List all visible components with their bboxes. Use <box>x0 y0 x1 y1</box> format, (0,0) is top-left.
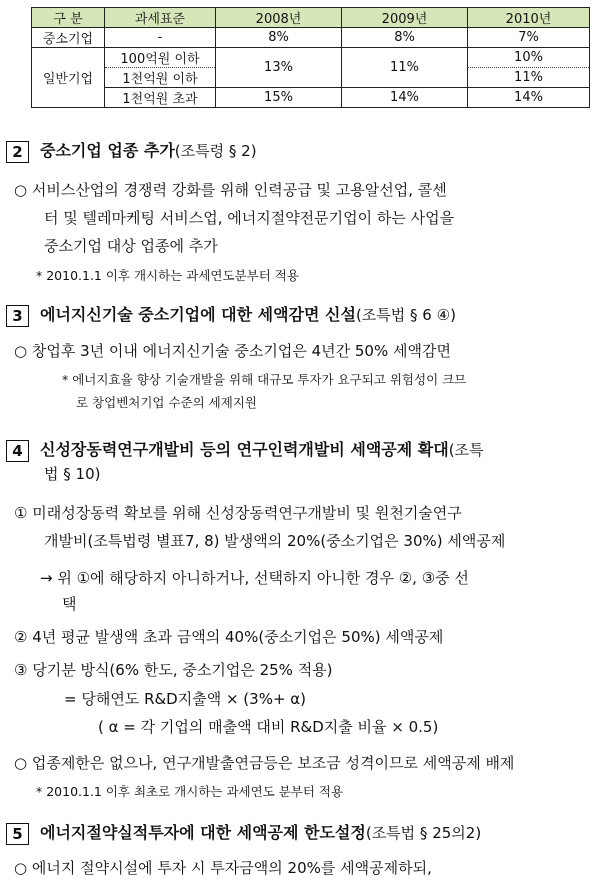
note-text: 로 창업벤처기업 수준의 세제지원 <box>76 395 257 410</box>
section-number: 4 <box>6 440 29 462</box>
section-ref: (조특령 § 2) <box>174 142 257 160</box>
section-number: 3 <box>6 305 29 327</box>
tax-rate-table <box>31 7 590 108</box>
section-title: 신성장동력연구개발비 등의 연구인력개발비 세액공제 확대 <box>40 440 449 459</box>
table-cell: 1천억원 이하 <box>105 68 216 88</box>
table-cell: 14% <box>468 88 590 108</box>
table-cell: 일반기업 <box>32 48 105 108</box>
bullet-text: ○ 서비스산업의 경쟁력 강화를 위해 인력공급 및 고용알선업, 콜센 <box>14 181 447 199</box>
bullet-text: ○ 업종제한은 없으나, 연구개발출연금등은 보조금 성격이므로 세액공제 배제 <box>14 754 515 772</box>
arrow-text: → 위 ①에 해당하지 아니하거나, 선택하지 아니한 경우 ②, ③중 선 <box>40 569 469 587</box>
table-cell: 8% <box>216 28 342 48</box>
bullet-text: 중소기업 대상 업종에 추가 <box>44 237 218 255</box>
section-heading <box>6 437 484 462</box>
formula-text: ( α = 각 기업의 매출액 대비 R&D지출 비율 × 0.5) <box>98 718 439 736</box>
section-heading <box>6 302 456 327</box>
table-row <box>32 28 590 48</box>
section-ref: (조특법 § 6 ④) <box>355 306 456 324</box>
table-cell: 8% <box>342 28 468 48</box>
bullet-text: ○ 에너지 절약시설에 투자 시 투자금액의 20%를 세액공제하되, <box>14 859 432 877</box>
table-cell: 1천억원 초과 <box>105 88 216 108</box>
item-text: ① 미래성장동력 확보를 위해 신성장동력연구개발비 및 원천기술연구 <box>14 504 462 522</box>
table-header-row <box>32 8 590 28</box>
section-heading <box>6 138 257 163</box>
table-row <box>32 88 590 108</box>
item-text: ③ 당기분 방식(6% 한도, 중소기업은 25% 적용) <box>14 661 333 679</box>
table-cell: 중소기업 <box>32 28 105 48</box>
section-title: 에너지절약실적투자에 대한 세액공제 한도설정 <box>40 823 366 842</box>
table-cell: 7% <box>468 28 590 48</box>
col-header: 2010년 <box>468 8 590 28</box>
section-title: 중소기업 업종 추가 <box>40 141 175 160</box>
section-number: 5 <box>6 823 29 845</box>
table-cell: 10% <box>468 48 590 68</box>
section-ref: (조특 <box>448 441 484 459</box>
table-cell: 14% <box>342 88 468 108</box>
bullet-text: 터 및 텔레마케팅 서비스업, 에너지절약전문기업이 하는 사업을 <box>44 209 455 227</box>
bullet-text: ○ 창업후 3년 이내 에너지신기술 중소기업은 4년간 50% 세액감면 <box>14 342 451 360</box>
section-ref: (조특법 § 25의2) <box>365 824 482 842</box>
formula-text: = 당해연도 R&D지출액 × (3%+ α) <box>64 690 307 708</box>
section-heading <box>6 820 481 845</box>
item-text: 개발비(조특법령 별표7, 8) 발생액의 20%(중소기업은 30%) 세액공제 <box>44 532 506 550</box>
note-text: * 2010.1.1 이후 개시하는 과세연도분부터 적용 <box>36 268 299 283</box>
arrow-text: 택 <box>62 595 77 613</box>
item-text: ② 4년 평균 발생액 초과 금액의 40%(중소기업은 50%) 세액공제 <box>14 628 444 646</box>
table-cell: 100억원 이하 <box>105 48 216 68</box>
table-cell: 15% <box>216 88 342 108</box>
table-cell: 11% <box>468 68 590 88</box>
note-text: * 에너지효율 향상 기술개발을 위해 대규모 투자가 요구되고 위험성이 크므 <box>62 372 467 387</box>
table-cell: 13% <box>216 48 342 88</box>
col-header: 구 분 <box>32 8 105 28</box>
col-header: 2009년 <box>342 8 468 28</box>
section-title: 에너지신기술 중소기업에 대한 세액감면 신설 <box>40 305 356 324</box>
table-cell: 11% <box>342 48 468 88</box>
section-ref-cont: 법 § 10) <box>44 465 101 483</box>
col-header: 2008년 <box>216 8 342 28</box>
col-header: 과세표준 <box>105 8 216 28</box>
table-cell: - <box>105 28 216 48</box>
section-number: 2 <box>6 141 29 163</box>
note-text: * 2010.1.1 이후 최초로 개시하는 과세연도 분부터 적용 <box>36 784 344 799</box>
table-row <box>32 48 590 68</box>
